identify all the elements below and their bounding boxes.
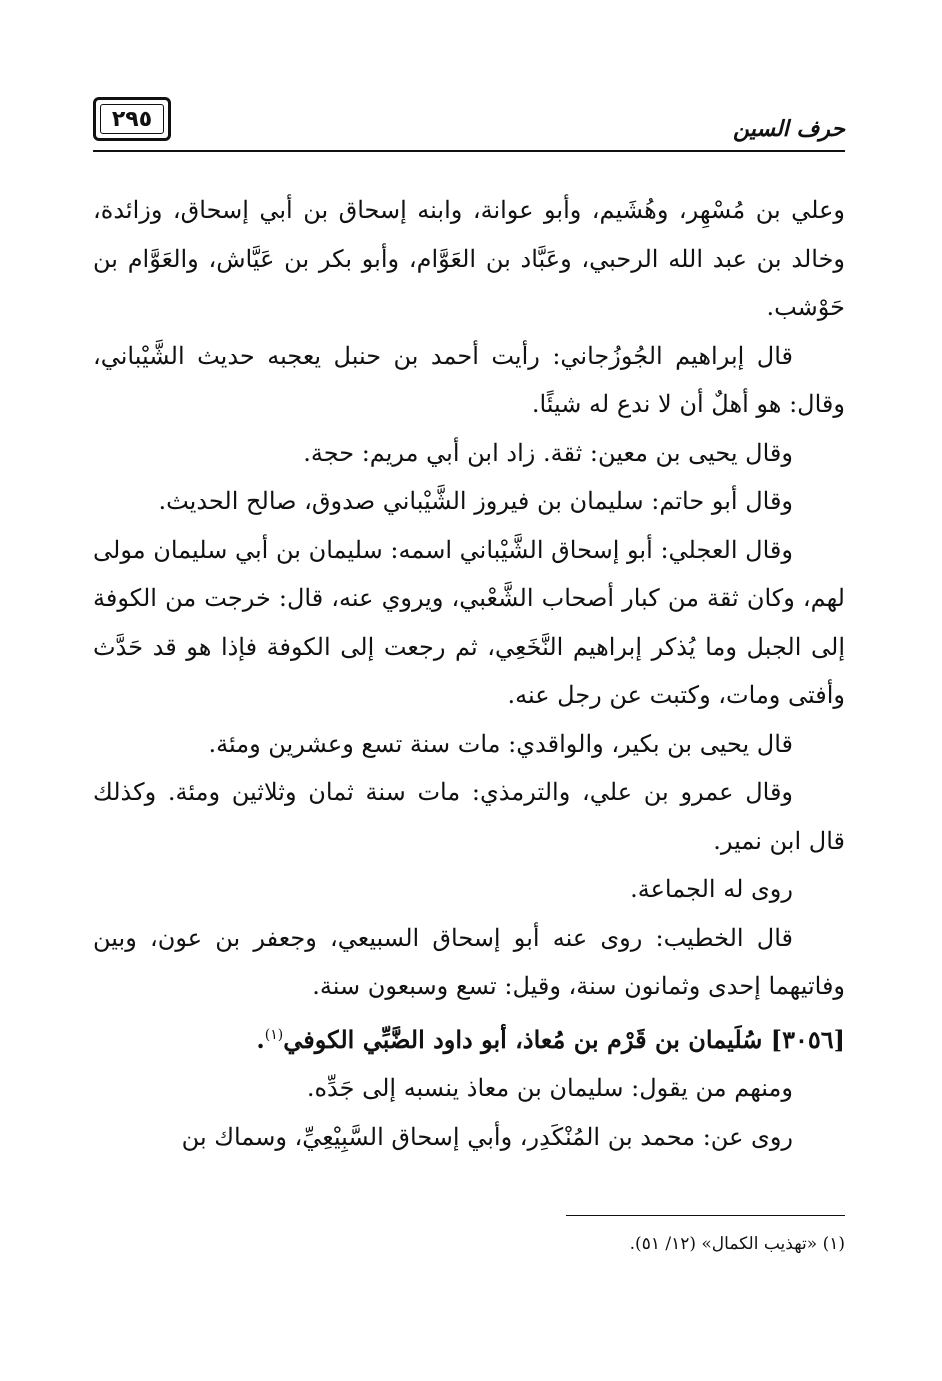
- footnote: (١) «تهذيب الكمال» (١٢/ ٥١).: [629, 1234, 845, 1254]
- main-text: [93, 186, 845, 1161]
- paragraph-rawa-an: روى عن: محمد بن المُنْكَدِر، وأبي إسحاق السَّبِيْعِيِّ، وسماك بن: [181, 1122, 793, 1151]
- page-number-box: [93, 97, 171, 141]
- running-title: حرف السين: [732, 116, 845, 142]
- paragraph-death-1: قال يحيى بن بكير، والواقدي: مات سنة تسع وعشرين ومئة.: [208, 729, 793, 758]
- page-number: ٢٩٥: [111, 106, 153, 132]
- paragraph-death-2: وقال عمرو بن علي، والترمذي: مات سنة ثمان وثلاثين ومئة. وكذلك قال ابن نمير.: [93, 778, 845, 855]
- paragraph-jamaa: روى له الجماعة.: [630, 875, 793, 903]
- paragraph-khatib: قال الخطيب: روى عنه أبو إسحاق السبيعي، وجعفر بن عون، وبين وفاتيهما إحدى وثمانون سنة، وقيل: تسع وسبعون سنة.: [93, 923, 845, 1000]
- header-rule: [93, 150, 845, 152]
- paragraph-narrators: وعلي بن مُسْهِر، وهُشَيم، وأبو عوانة، وابنه إسحاق بن أبي إسحاق، وزائدة، وخالد بن عبد الله الرحبي، وعَبَّاد بن العَوَّام، وأبو بكر بن عَيَّاش، والعَوَّام بن حَوْشب.: [93, 196, 845, 321]
- paragraph-juzjani: قال إبراهيم الجُوزُجاني: رأيت أحمد بن حنبل يعجبه حديث الشَّيْباني، وقال: هو أهلٌ أن لا ندع له شيئًا.: [93, 341, 845, 418]
- paragraph-nasab: ومنهم من يقول: سليمان بن معاذ ينسبه إلى جَدِّه.: [306, 1074, 793, 1102]
- paragraph-ibn-main: وقال يحيى بن معين: ثقة. زاد ابن أبي مريم: حجة.: [303, 438, 793, 467]
- paragraph-abu-hatim: وقال أبو حاتم: سليمان بن فيروز الشَّيْباني صدوق، صالح الحديث.: [158, 487, 793, 515]
- paragraph-ijli: وقال العجلي: أبو إسحاق الشَّيْباني اسمه: سليمان بن أبي سليمان مولى لهم، وكان ثقة من كبار أصحاب الشَّعْبي، ويروي عنه، قال: خرجت من الكوفة إلى الجبل وما يُذكر إبراهيم النَّخَعِي، ثم رجعت إلى الكوفة فإذا هو قد حَدَّث وأفتى ومات، وكتبت عن رجل عنه.: [93, 535, 845, 709]
- footnote-marker: (١): [264, 1026, 284, 1043]
- footnote-rule: [566, 1215, 845, 1216]
- entry-heading: [٣٠٥٦] سُلَيمان بن قَرْم بن مُعاذ، أبو داود الضَّبِّي الكوفي$^{(١)}$.: [256, 1024, 845, 1054]
- entry-heading-text: [٣٠٥٦] سُلَيمان بن قَرْم بن مُعاذ، أبو داود الضَّبِّي الكوفي: [283, 1024, 845, 1054]
